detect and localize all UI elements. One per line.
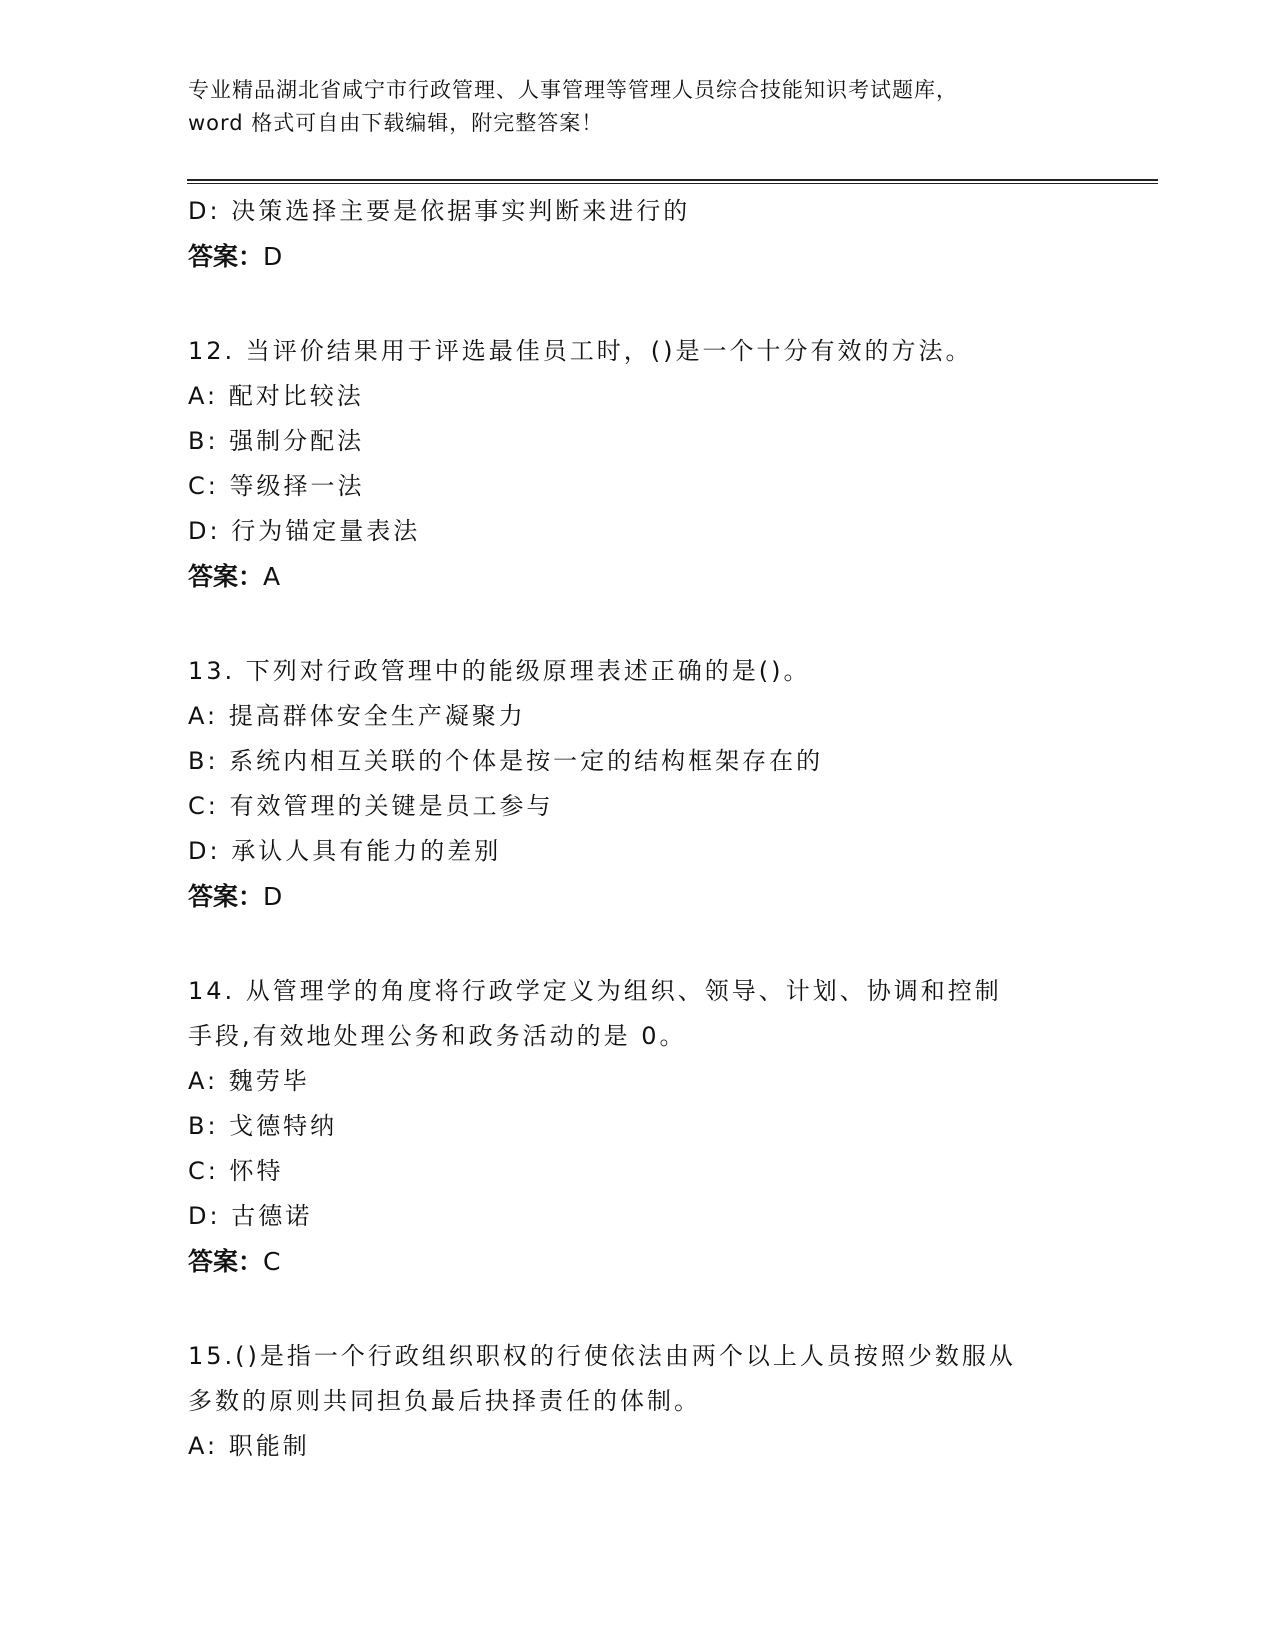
- answer-value: A: [263, 562, 281, 591]
- option-d: D: 行为锚定量表法: [188, 517, 421, 545]
- answer-value: C: [263, 1247, 281, 1276]
- option-c: C: 等级择一法: [188, 472, 365, 500]
- question-15: [188, 1334, 1088, 1469]
- answer-label: 答案：: [188, 1247, 264, 1276]
- option-a: A: 提高群体安全生产凝聚力: [188, 702, 526, 730]
- question-stem: 12. 当评价结果用于评选最佳员工时，()是一个十分有效的方法。: [188, 337, 973, 365]
- previous-question-tail: [188, 189, 1088, 279]
- option-a: A: 职能制: [188, 1432, 310, 1460]
- answer-line: [188, 1239, 1088, 1284]
- document-header: [188, 74, 1088, 140]
- option-c: C: 有效管理的关键是员工参与: [188, 792, 554, 820]
- answer-value: D: [263, 242, 283, 271]
- option-b: B: 戈德特纳: [188, 1112, 338, 1140]
- option-d: D: 承认人具有能力的差别: [188, 837, 502, 865]
- question-stem-line-2: 手段,有效地处理公务和政务活动的是 0。: [188, 1022, 687, 1050]
- answer-label: 答案：: [188, 242, 264, 271]
- option-a: A: 魏劳毕: [188, 1067, 310, 1095]
- option-d: D: 决策选择主要是依据事实判断来进行的: [188, 197, 691, 225]
- header-line-2: word 格式可自由下载编辑，附完整答案！: [188, 111, 604, 135]
- option-b: B: 强制分配法: [188, 427, 365, 455]
- header-divider-thin: [187, 183, 1158, 184]
- header-line-1: 专业精品湖北省咸宁市行政管理、人事管理等管理人员综合技能知识考试题库，: [188, 78, 958, 102]
- answer-line: [188, 874, 1088, 919]
- answer-line: [188, 554, 1088, 599]
- question-content: [188, 189, 1088, 1469]
- option-a: A: 配对比较法: [188, 382, 364, 410]
- answer-value: D: [263, 882, 283, 911]
- question-stem-line-2: 多数的原则共同担负最后抉择责任的体制。: [188, 1387, 701, 1415]
- option-b: B: 系统内相互关联的个体是按一定的结构框架存在的: [188, 747, 824, 775]
- question-14: [188, 969, 1088, 1284]
- question-stem-line-1: 15.()是指一个行政组织职权的行使依法由两个以上人员按照少数服从: [188, 1342, 1016, 1370]
- answer-line: [188, 234, 1088, 279]
- option-c: C: 怀特: [188, 1157, 284, 1185]
- question-13: [188, 649, 1088, 919]
- option-d: D: 古德诺: [188, 1202, 313, 1230]
- answer-label: 答案：: [188, 882, 264, 911]
- question-12: [188, 329, 1088, 599]
- question-stem-line-1: 14. 从管理学的角度将行政学定义为组织、领导、计划、协调和控制: [188, 977, 1002, 1005]
- answer-label: 答案：: [188, 562, 264, 591]
- question-stem: 13. 下列对行政管理中的能级原理表述正确的是()。: [188, 657, 811, 685]
- header-divider-thick: [187, 179, 1158, 181]
